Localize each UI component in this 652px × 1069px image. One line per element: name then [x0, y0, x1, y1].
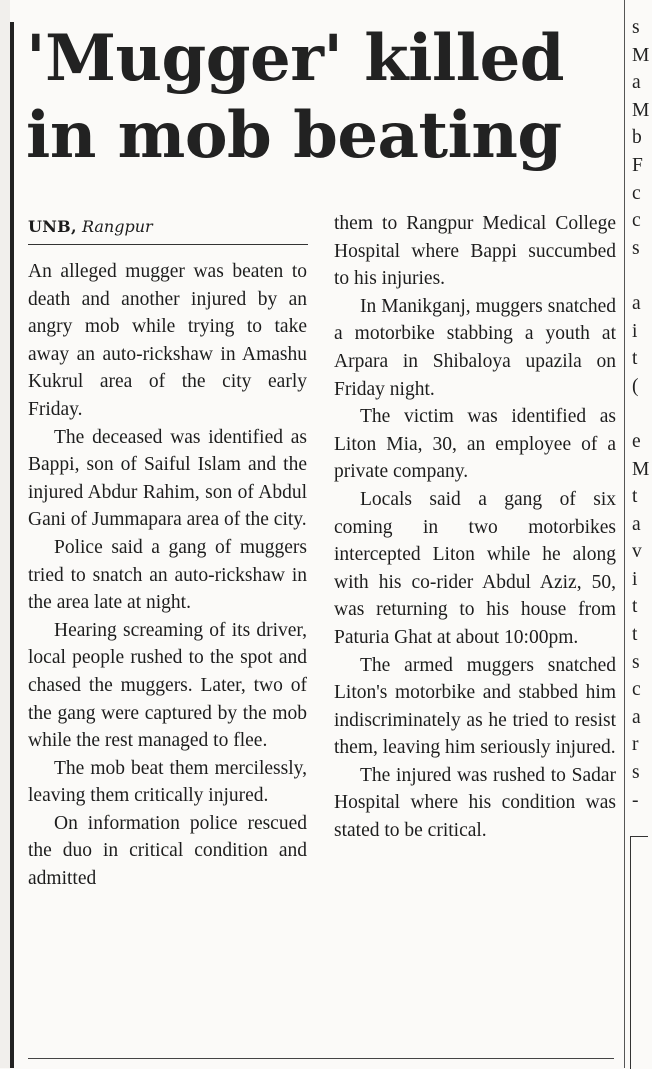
edge-letter: s — [632, 651, 640, 673]
paragraph: On information police rescued the duo in critical condition and admitted — [28, 812, 307, 890]
adjacent-column-edge — [632, 14, 652, 814]
article-column-1 — [28, 258, 307, 893]
paragraph: The armed muggers snatched Liton's motorbike and stabbed him indiscriminately as he tried to resist them, leaving him seriously injured. — [334, 654, 616, 759]
right-column-rule — [624, 0, 625, 1068]
edge-letter: s — [632, 17, 640, 38]
edge-letter: a — [632, 292, 641, 314]
byline-place: Rangpur — [81, 217, 153, 236]
article-column-2 — [334, 210, 616, 845]
edge-letter: - — [632, 789, 639, 811]
edge-letter: v — [632, 541, 642, 563]
headline: 'Mugger' killed in mob beating — [26, 21, 565, 173]
edge-letter: i — [632, 568, 638, 590]
paragraph: The victim was identified as Liton Mia, 30, an employee of a private company. — [334, 406, 616, 483]
edge-letter: M — [632, 99, 650, 121]
edge-letter — [632, 400, 652, 428]
paragraph: Police said a gang of muggers tried to snatch an auto-rickshaw in the area late at night. — [28, 536, 307, 614]
edge-letter: t — [632, 348, 638, 370]
edge-letter: t — [632, 486, 638, 508]
edge-letter: a — [632, 72, 641, 94]
paragraph: An alleged mugger was beaten to death and another injured by an angry mob while trying to take away an auto-rickshaw in Amashu Kukrul area of the city early Friday. — [28, 261, 307, 420]
edge-letter: e — [632, 430, 641, 452]
edge-letter: a — [632, 706, 641, 728]
left-column-rule — [10, 22, 14, 1068]
edge-letter: s — [632, 237, 640, 259]
left-margin-strip — [0, 0, 10, 1068]
edge-letter: t — [632, 624, 638, 646]
edge-letter: i — [632, 320, 638, 342]
adjacent-box-edge — [630, 836, 648, 1069]
byline — [28, 214, 308, 245]
bottom-rule — [28, 1058, 614, 1059]
edge-letter: c — [632, 210, 641, 232]
paragraph: Hearing screaming of its driver, local people rushed to the spot and chased the muggers. Later, two of the gang were captured by the mob while the rest managed to flee. — [28, 619, 307, 752]
edge-letter: c — [632, 679, 641, 701]
edge-letter: s — [632, 762, 640, 784]
edge-letter: r — [632, 734, 639, 756]
edge-letter: t — [632, 596, 638, 618]
paragraph: The injured was rushed to Sadar Hospital where his condition was stated to be critical. — [334, 764, 616, 842]
paragraph: In Manikganj, muggers snatched a motorbike stabbing a youth at Arpara in Shibaloya upazila on Friday night. — [334, 295, 616, 400]
paragraph: Locals said a gang of six coming in two motorbikes intercepted Liton while he along with his co-rider Abdul Aziz, 50, was returning to his house from Paturia Ghat at about 10:00pm. — [334, 488, 616, 648]
edge-letter: ( — [632, 375, 639, 397]
edge-letter: b — [632, 127, 642, 149]
paragraph: The deceased was identified as Bappi, son of Saiful Islam and the injured Abdur Rahim, son of Abdul Gani of Jummapara area of the city. — [28, 426, 307, 531]
edge-letter: M — [632, 44, 650, 66]
paragraph: them to Rangpur Medical College Hospital where Bappi succumbed to his injuries. — [334, 213, 616, 290]
paragraph: The mob beat them mercilessly, leaving them critically injured. — [28, 757, 307, 807]
edge-letter — [632, 262, 652, 290]
edge-letter: F — [632, 154, 643, 176]
edge-letter: a — [632, 513, 641, 535]
byline-agency: UNB, — [28, 217, 77, 236]
edge-letter: M — [632, 458, 650, 480]
edge-letter: c — [632, 182, 641, 204]
